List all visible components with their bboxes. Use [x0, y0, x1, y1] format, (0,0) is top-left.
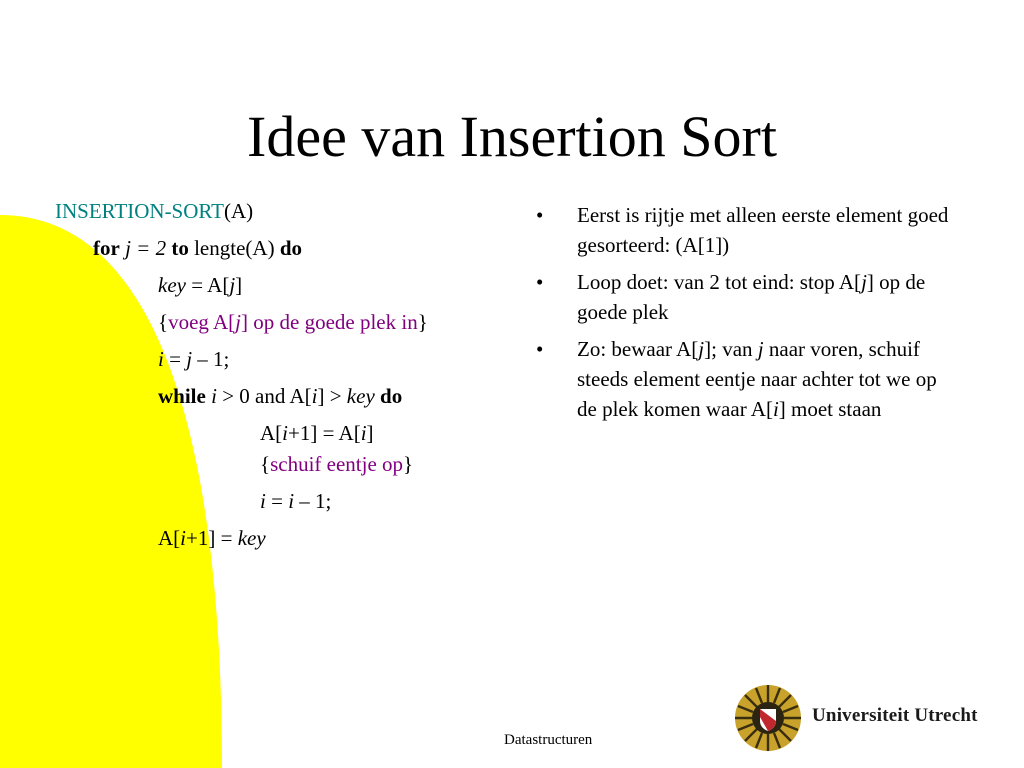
bullet-icon: •	[536, 270, 544, 294]
keyword-do: do	[279, 236, 302, 260]
bullet-text: ] moet staan	[778, 397, 882, 421]
code-text: – 1;	[197, 347, 230, 371]
bullet-icon: •	[536, 203, 544, 227]
bullet-text: ] op de goede plek	[577, 270, 926, 324]
var-i: i	[288, 489, 295, 513]
bullet-item	[536, 200, 956, 260]
code-line-8	[260, 451, 413, 477]
bullet-text: Eerst is rijtje met alleen eerste element goed gesorteerd: (A[1])	[577, 203, 949, 257]
bullet-item	[536, 334, 956, 424]
var-i: i	[158, 347, 164, 371]
range-expr: lengte(A)	[194, 236, 275, 260]
var-j: j	[229, 273, 236, 297]
bullet-icon: •	[536, 337, 544, 361]
code-text: A[	[260, 421, 283, 445]
var-i: i	[282, 421, 289, 445]
code-text: =	[169, 347, 181, 371]
keyword-to: to	[171, 236, 189, 260]
procedure-arg: (A)	[223, 199, 254, 223]
bullet-text: Zo: bewaar A[	[577, 337, 699, 361]
code-line-9	[260, 488, 331, 514]
bullet-text: Loop doet: van 2 tot eind: stop A[	[577, 270, 862, 294]
footer-text: Datastructuren	[504, 732, 593, 748]
bullet-text: ]; van	[704, 337, 758, 361]
var-j: j	[186, 347, 193, 371]
keyword-for: for	[93, 236, 120, 260]
code-line-1	[55, 198, 253, 224]
comment-var-j: j	[235, 310, 242, 334]
code-text: ] >	[317, 384, 342, 408]
brace-close: }	[417, 310, 428, 334]
keyword-while: while	[158, 384, 206, 408]
var-i: i	[311, 384, 318, 408]
var-i: i	[180, 526, 187, 550]
code-line-10	[158, 525, 266, 551]
var-i: i	[211, 384, 217, 408]
university-seal-icon	[733, 683, 803, 753]
code-text: = A[	[191, 273, 230, 297]
var-key: key	[346, 384, 375, 408]
var-key: key	[237, 526, 266, 550]
code-line-6	[158, 383, 402, 409]
brace-close: }	[403, 452, 414, 476]
assign-two: = 2	[136, 236, 167, 260]
code-line-3	[158, 272, 242, 298]
code-line-5	[158, 346, 229, 372]
code-line-4	[158, 309, 428, 335]
code-line-2	[93, 235, 302, 261]
code-text: ]	[366, 421, 374, 445]
bullet-var-j: j	[698, 337, 705, 361]
bullet-text: naar voren, schuif steeds element eentje naar achter tot we op de plek komen waar A[	[577, 337, 937, 421]
comment-text: schuif eentje op	[270, 452, 404, 476]
bullet-var-j: j	[757, 337, 764, 361]
comment-text: voeg A[	[168, 310, 236, 334]
comment-text: ] op de goede plek in	[241, 310, 418, 334]
bullet-var-j: j	[861, 270, 867, 294]
code-text: ]	[235, 273, 243, 297]
code-text: =	[271, 489, 283, 513]
var-key: key	[158, 273, 186, 297]
bullet-item	[536, 267, 956, 327]
code-text: A[	[158, 526, 181, 550]
var-i: i	[260, 489, 266, 513]
bullet-list	[536, 200, 956, 431]
brace-open: {	[260, 452, 271, 476]
procedure-name: INSERTION-SORT	[55, 199, 224, 223]
code-line-7	[260, 420, 374, 446]
var-j: j	[125, 236, 131, 260]
code-text: – 1;	[299, 489, 332, 513]
brace-open: {	[158, 310, 169, 334]
code-text: > 0 and A[	[222, 384, 312, 408]
bullet-var-i: i	[772, 397, 779, 421]
var-i: i	[360, 421, 367, 445]
code-text: +1] =	[186, 526, 233, 550]
university-name: Universiteit Utrecht	[812, 705, 978, 726]
code-text: +1] = A[	[288, 421, 361, 445]
keyword-do: do	[380, 384, 403, 408]
slide-title: Idee van Insertion Sort	[247, 104, 777, 169]
